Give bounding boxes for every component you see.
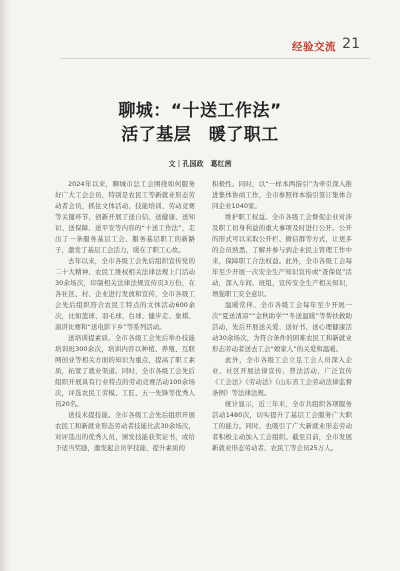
body-column-right [212,179,352,454]
byline: 文｜孔国政 葛红茜 [168,160,232,168]
paragraph: 送技术提技能。全市各级工会先后组织开展农民工和新就业形态劳动者技能比武30余场次，对评选出的优秀人员，颁发技能获奖证书，或给予适当奖励，激发起会员学技能、提升素质的 [55,411,195,452]
paragraph: 2024年以来，聊城市总工会围绕如何服务好广大工会会员，特别是农民工等新就业形态劳动者会员，抓住文体活动、技能培训、劳动竞赛等关键环节，创新开展了送自信、送健康、送知识、送保障、送平安等内容的“十送工作法”，走出了一条服务基层工会、服务基层职工的新路子，激发了基层工会活力，暖在了职工心坎。 [55,180,195,254]
page-fold-shadow [0,0,10,571]
body-column-left [55,179,195,454]
paragraph: 维护职工权益。全市各级工会督促企业对涉及职工切身利益的重大事项及时进行公开。公开的形式可以采取公开栏、微信群等方式，让更多的会员熟悉，了解并参与到企业民主管理工作中来，保障职工合法权益。此外，全市各级工会每年至少开展一次安全生产知识宣传或“查保促”活动，深入车间、班组，宣传安全生产相关知识，增强职工安全意识。 [212,213,352,298]
paragraph: 温暖常伴。全市各级工会每年至少开展一次“夏送清凉”“金秋助学”“冬送温暖”等帮扶救助活动，先后开展送关爱、送好书、送心理健康活动30余场次，为符合条件的困难农民工和新就业形态劳动者送去工会“娘家人”的关爱和温暖。 [212,301,352,353]
paragraph: 去年以来，全市各级工会先后组织宣传党的二十大精神、农民工维权相关法律法规上门活动30余场次，印制相关法律法规宣传页3万份，在各社区、村、企业进行发放和宣传，全市各级工会先后组织符合农民工特点的文体活动600余次，比如篮球、羽毛球、台球、健步走、象棋、演讲比赛和“送电影下乡”等系列活动。 [55,257,195,331]
page-number: 21 [342,36,360,52]
section-label: 经验交流 [292,41,336,53]
article-title-line-1: 聊城：“十送工作法” [118,101,282,121]
article-title-line-2: 活了基层 暖了职工 [121,125,279,145]
paragraph: 积极性。同时，以“一样本两指引”为牵引深入推进集体协商工作，全市参照样本指引签订集体合同企业1040家。 [212,180,352,210]
header-divider [60,58,370,59]
paragraph: 送培训提素质。全市各级工会先后举办技能培训班300余次，培训内容以种植、养殖、互联网创业等相关方面的知识为重点，提高了职工素质，拓宽了就业渠道。同时，全市各级工会先后组织开展具有行业特点的劳动竞赛活动100余场次，评选农民工劳模、工匠、五一先锋等优秀人员20名。 [55,334,195,408]
paragraph: 统计显示，近三年来，全市共组织各项服务活动1480次，切实提升了基层工会服务广大职工的能力。同时，也吸引了广大新就业形态劳动者积极主动加入工会组织。截至目前，全市发展新就业形态劳动者、农民工等会员25万人。 [212,400,352,452]
paragraph: 此外，全市各级工会立足工会人员深入企业、社区开展法律宣传、普法活动，广泛宣传《工会法》《劳动法》《山东省工会劳动法律监督条例》等法律法规。 [212,356,352,397]
